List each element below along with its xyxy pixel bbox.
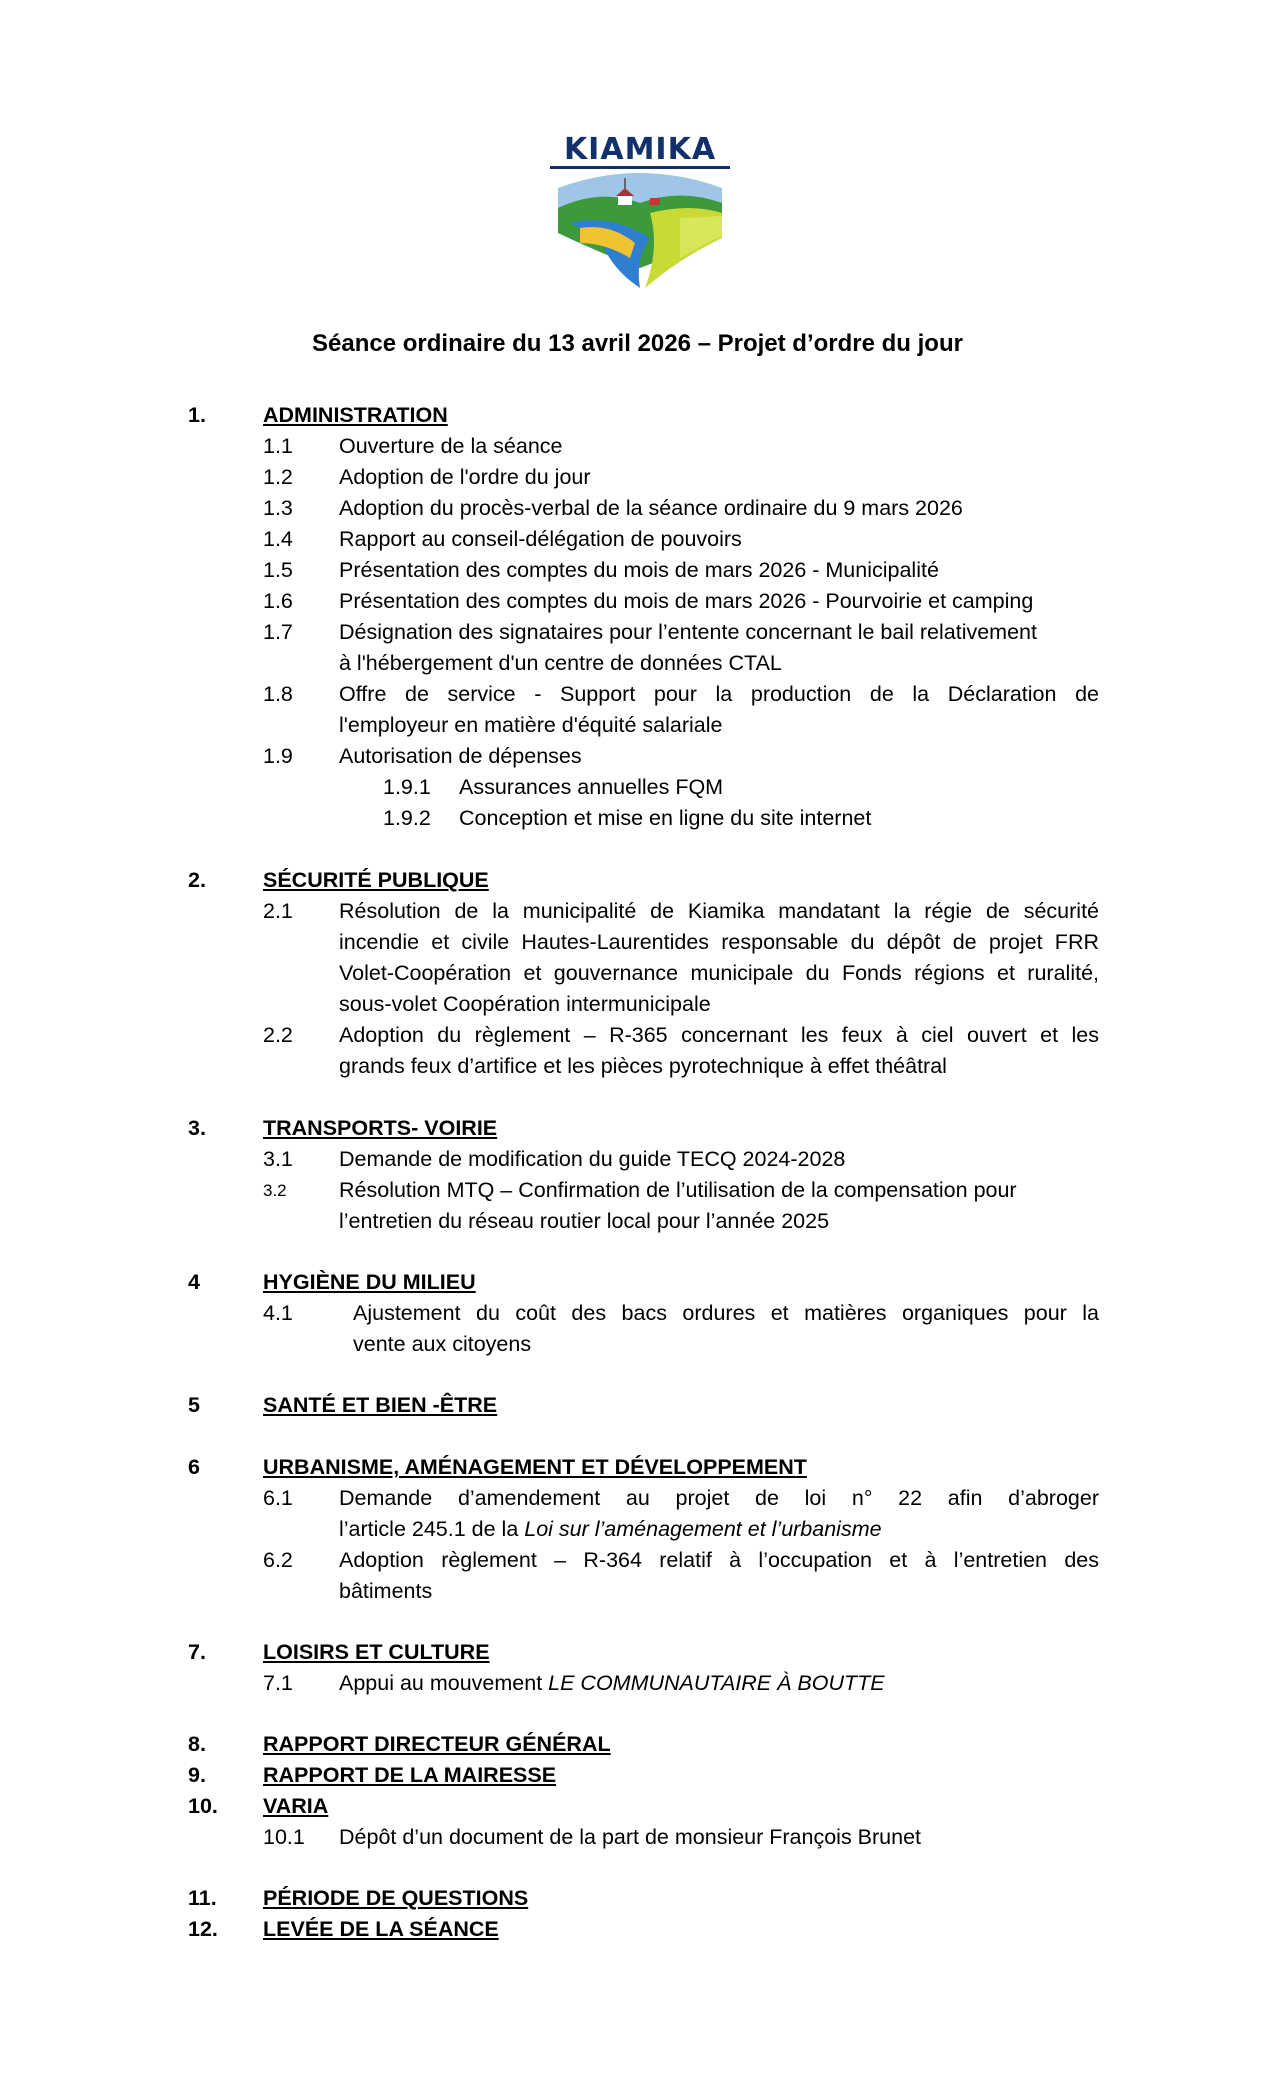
item-number: 10.1 <box>263 1825 305 1849</box>
item-text-part: l’article 245.1 de la <box>339 1517 525 1541</box>
item-number: 7.1 <box>263 1671 293 1695</box>
section-title: URBANISME, AMÉNAGEMENT ET DÉVELOPPEMENT <box>263 1455 807 1479</box>
item-number: 1.7 <box>263 620 293 644</box>
page-title: Séance ordinaire du 13 avril 2026 – Projet d’ordre du jour <box>312 330 963 357</box>
section-number: 3. <box>188 1116 206 1140</box>
item-text: vente aux citoyens <box>353 1332 532 1356</box>
item-text: grands feux d’artifice et les pièces pyrotechnique à effet théâtral <box>339 1054 947 1078</box>
item-text: bâtiments <box>339 1579 433 1603</box>
item-text: Rapport au conseil-délégation de pouvoirs <box>339 527 742 551</box>
section-title: SÉCURITÉ PUBLIQUE <box>263 868 489 892</box>
item-text: incendie et civile Hautes-Laurentides responsable du dépôt de projet FRR <box>339 930 1099 954</box>
item-text <box>339 1514 1099 1545</box>
item-number: 1.1 <box>263 434 293 458</box>
item-number: 1.9 <box>263 744 293 768</box>
section-number: 10. <box>188 1794 218 1818</box>
item-text: Demande d’amendement au projet de loi n° 22 afin d’abroger <box>339 1486 1099 1510</box>
section-number: 7. <box>188 1640 206 1664</box>
logo-wordmark: KIAMIKA <box>563 132 717 167</box>
item-text <box>339 1668 1099 1699</box>
item-text: sous-volet Coopération intermunicipale <box>339 992 711 1016</box>
item-text: Adoption du règlement – R-365 concernant les feux à ciel ouvert et les <box>339 1023 1099 1047</box>
item-number: 1.2 <box>263 465 293 489</box>
section-title: ADMINISTRATION <box>263 403 448 427</box>
item-number: 1.9.2 <box>383 806 431 830</box>
section-title: HYGIÈNE DU MILIEU <box>263 1270 476 1294</box>
item-text: Assurances annuelles FQM <box>459 775 724 799</box>
item-text: Adoption règlement – R-364 relatif à l’occupation et à l’entretien des <box>339 1548 1099 1572</box>
item-text: Dépôt d’un document de la part de monsieur François Brunet <box>339 1825 922 1849</box>
item-text: à l'hébergement d'un centre de données CTAL <box>339 651 782 675</box>
item-number: 1.8 <box>263 682 293 706</box>
section-number: 5 <box>188 1393 200 1417</box>
item-text-part: Appui au mouvement <box>339 1671 549 1695</box>
section-title: LOISIRS ET CULTURE <box>263 1640 490 1664</box>
item-number: 1.9.1 <box>383 775 431 799</box>
section-title: RAPPORT DIRECTEUR GÉNÉRAL <box>263 1732 611 1756</box>
section-number: 11. <box>188 1886 217 1910</box>
item-text: Adoption du procès-verbal de la séance ordinaire du 9 mars 2026 <box>339 496 963 520</box>
item-text: Résolution MTQ – Confirmation de l’utilisation de la compensation pour <box>339 1178 1017 1202</box>
item-number: 4.1 <box>263 1301 293 1325</box>
item-number: 3.1 <box>263 1147 293 1171</box>
section-number: 2. <box>188 868 206 892</box>
item-number: 6.2 <box>263 1548 293 1572</box>
section-title: TRANSPORTS- VOIRIE <box>263 1116 498 1140</box>
movement-name: LE COMMUNAUTAIRE À BOUTTE <box>548 1671 885 1695</box>
item-number: 3.2 <box>263 1181 287 1200</box>
item-text: Ouverture de la séance <box>339 434 563 458</box>
item-text: Demande de modification du guide TECQ 2024-2028 <box>339 1147 846 1171</box>
section-number: 4 <box>188 1270 200 1294</box>
law-title: Loi sur l’aménagement et l’urbanisme <box>524 1517 882 1541</box>
item-number: 1.5 <box>263 558 293 582</box>
item-text: Offre de service - Support pour la production de la Déclaration de <box>339 682 1099 706</box>
item-text: Autorisation de dépenses <box>339 744 582 768</box>
section-title: RAPPORT DE LA MAIRESSE <box>263 1763 557 1787</box>
item-text: Présentation des comptes du mois de mars 2026 - Pourvoirie et camping <box>339 589 1034 613</box>
item-number: 2.2 <box>263 1023 293 1047</box>
section-number: 1. <box>188 403 206 427</box>
item-number: 6.1 <box>263 1486 293 1510</box>
item-number: 2.1 <box>263 899 293 923</box>
item-number: 1.6 <box>263 589 293 613</box>
item-text: Présentation des comptes du mois de mars 2026 - Municipalité <box>339 558 939 582</box>
section-number: 9. <box>188 1763 206 1787</box>
item-text: Conception et mise en ligne du site internet <box>459 806 872 830</box>
section-title: LEVÉE DE LA SÉANCE <box>263 1917 499 1941</box>
item-text: Volet-Coopération et gouvernance municipale du Fonds régions et ruralité, <box>339 961 1099 985</box>
item-text: Désignation des signataires pour l’entente concernant le bail relativement <box>339 620 1037 644</box>
item-text: Ajustement du coût des bacs ordures et matières organiques pour la <box>353 1301 1099 1325</box>
section-number: 8. <box>188 1732 206 1756</box>
item-text: Résolution de la municipalité de Kiamika mandatant la régie de sécurité <box>339 899 1099 923</box>
item-number: 1.4 <box>263 527 293 551</box>
section-number: 12. <box>188 1917 218 1941</box>
section-title: PÉRIODE DE QUESTIONS <box>263 1886 529 1910</box>
item-text: l'employeur en matière d'équité salariale <box>339 713 723 737</box>
section-title: SANTÉ ET BIEN -ÊTRE <box>263 1393 498 1417</box>
item-number: 1.3 <box>263 496 293 520</box>
section-number: 6 <box>188 1455 200 1479</box>
item-text: Adoption de l'ordre du jour <box>339 465 591 489</box>
item-text: l’entretien du réseau routier local pour l’année 2025 <box>339 1209 830 1233</box>
section-title: VARIA <box>263 1794 329 1818</box>
kiamika-logo <box>540 118 740 298</box>
